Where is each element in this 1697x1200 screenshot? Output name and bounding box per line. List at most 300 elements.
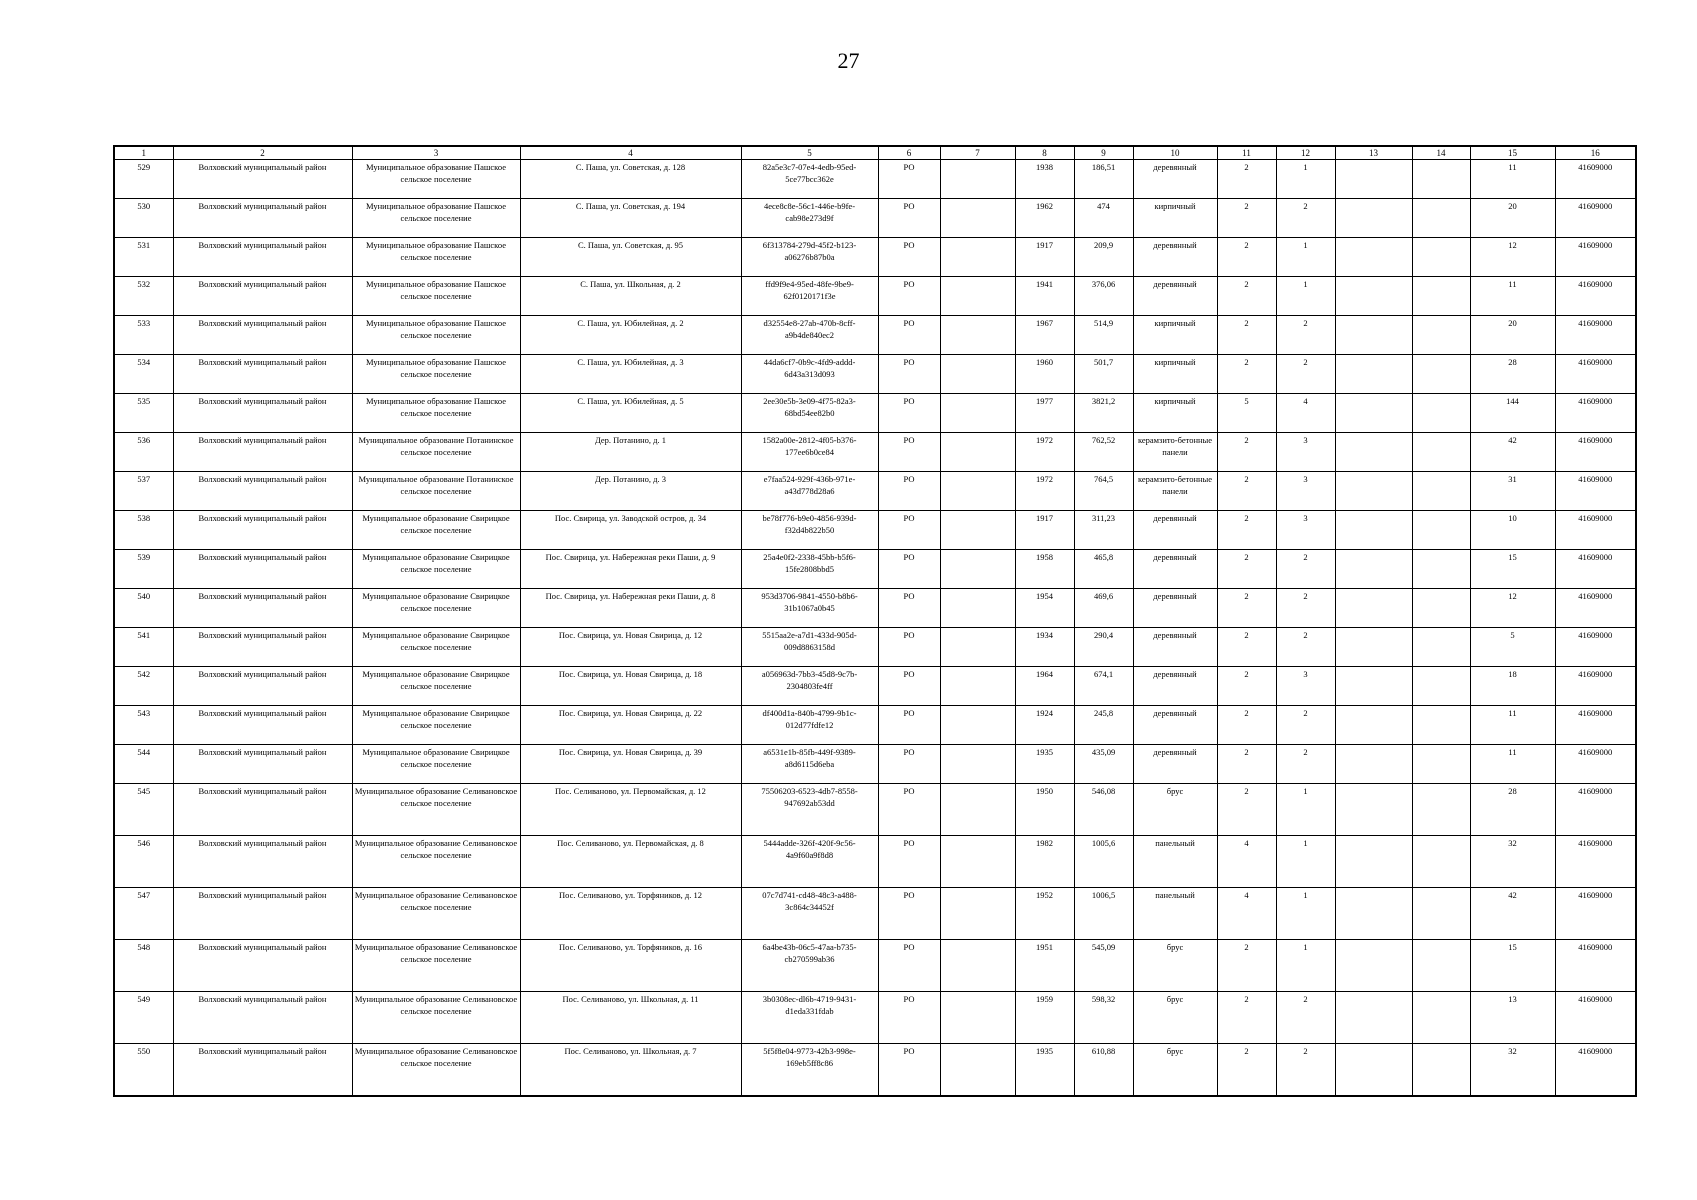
table-cell: 41609000 bbox=[1555, 628, 1636, 667]
table-cell bbox=[940, 316, 1015, 355]
table-cell: 1982 bbox=[1015, 836, 1074, 888]
table-cell bbox=[940, 784, 1015, 836]
table-cell: Муниципальное образование Пашское сельское поселение bbox=[352, 238, 520, 277]
table-cell: 542 bbox=[114, 667, 173, 706]
page-number: 27 bbox=[837, 48, 860, 73]
table-cell: Дер. Потанино, д. 3 bbox=[520, 472, 741, 511]
table-cell: РО bbox=[878, 394, 940, 433]
table-cell: 2 bbox=[1276, 706, 1335, 745]
table-cell: 547 bbox=[114, 888, 173, 940]
table-cell: 41609000 bbox=[1555, 394, 1636, 433]
table-cell: 762,52 bbox=[1074, 433, 1133, 472]
table-cell: 2 bbox=[1217, 784, 1276, 836]
table-cell: 533 bbox=[114, 316, 173, 355]
table-cell: 209,9 bbox=[1074, 238, 1133, 277]
table-cell: 1950 bbox=[1015, 784, 1074, 836]
table-cell: С. Паша, ул. Советская, д. 95 bbox=[520, 238, 741, 277]
table-cell: РО bbox=[878, 706, 940, 745]
table-cell bbox=[940, 745, 1015, 784]
table-cell: 5444adde-326f-420f-9c56-4a9f60a9f8d8 bbox=[741, 836, 878, 888]
table-cell: 311,23 bbox=[1074, 511, 1133, 550]
table-cell bbox=[1412, 888, 1470, 940]
table-cell bbox=[1335, 940, 1412, 992]
table-cell: 2 bbox=[1276, 992, 1335, 1044]
table-cell: панельный bbox=[1133, 836, 1217, 888]
table-cell: С. Паша, ул. Юбилейная, д. 2 bbox=[520, 316, 741, 355]
table-cell: Пос. Свирица, ул. Набережная реки Паши, д. 9 bbox=[520, 550, 741, 589]
table-cell bbox=[940, 433, 1015, 472]
table-cell bbox=[940, 992, 1015, 1044]
table-cell: 2 bbox=[1217, 199, 1276, 238]
column-number-cell: 16 bbox=[1555, 146, 1636, 160]
table-cell: Пос. Селиваново, ул. Первомайская, д. 8 bbox=[520, 836, 741, 888]
table-row bbox=[114, 589, 1636, 628]
table-cell: 1958 bbox=[1015, 550, 1074, 589]
table-cell: РО bbox=[878, 316, 940, 355]
table-cell: ffd9f9e4-95ed-48fe-9be9-62f0120171f3e bbox=[741, 277, 878, 316]
table-cell bbox=[1335, 836, 1412, 888]
table-cell: 2 bbox=[1276, 199, 1335, 238]
table-cell: 1006,5 bbox=[1074, 888, 1133, 940]
table-cell: Пос. Селиваново, ул. Школьная, д. 11 bbox=[520, 992, 741, 1044]
table-cell: 543 bbox=[114, 706, 173, 745]
table-cell bbox=[1412, 316, 1470, 355]
table-cell: РО bbox=[878, 160, 940, 199]
table-cell: d32554e8-27ab-470b-8cff-a9b4de840ec2 bbox=[741, 316, 878, 355]
table-cell bbox=[940, 1044, 1015, 1097]
table-row bbox=[114, 472, 1636, 511]
table-cell: 1952 bbox=[1015, 888, 1074, 940]
table-cell: РО bbox=[878, 511, 940, 550]
table-cell: a056963d-7bb3-45d8-9c7b-2304803fe4ff bbox=[741, 667, 878, 706]
table-cell: 3b0308ec-dl6b-4719-9431-d1eda331fdab bbox=[741, 992, 878, 1044]
table-cell: 2 bbox=[1217, 238, 1276, 277]
table-cell: 186,51 bbox=[1074, 160, 1133, 199]
table-cell: 1 bbox=[1276, 784, 1335, 836]
table-cell: 536 bbox=[114, 433, 173, 472]
table-cell: 1972 bbox=[1015, 433, 1074, 472]
table-cell: 41609000 bbox=[1555, 433, 1636, 472]
table-cell bbox=[1335, 472, 1412, 511]
table-cell bbox=[940, 199, 1015, 238]
table-cell: 2 bbox=[1217, 667, 1276, 706]
table-cell: Волховский муниципальный район bbox=[173, 511, 352, 550]
table-cell: e7faa524-929f-436b-971e-a43d778d28a6 bbox=[741, 472, 878, 511]
table-cell: 41609000 bbox=[1555, 277, 1636, 316]
table-cell: 42 bbox=[1470, 888, 1555, 940]
table-cell bbox=[1412, 160, 1470, 199]
table-cell: деревянный bbox=[1133, 550, 1217, 589]
table-cell: Муниципальное образование Свирицкое сельское поселение bbox=[352, 706, 520, 745]
column-number-cell: 13 bbox=[1335, 146, 1412, 160]
table-cell: 532 bbox=[114, 277, 173, 316]
table-row bbox=[114, 706, 1636, 745]
column-number-cell: 9 bbox=[1074, 146, 1133, 160]
table-cell bbox=[1335, 355, 1412, 394]
table-cell: 501,7 bbox=[1074, 355, 1133, 394]
table-cell: кирпичный bbox=[1133, 394, 1217, 433]
table-cell: 15 bbox=[1470, 550, 1555, 589]
table-cell bbox=[1412, 433, 1470, 472]
table-cell bbox=[940, 511, 1015, 550]
table-cell: деревянный bbox=[1133, 511, 1217, 550]
table-cell: 541 bbox=[114, 628, 173, 667]
table-cell: 376,06 bbox=[1074, 277, 1133, 316]
table-cell: 531 bbox=[114, 238, 173, 277]
table-row bbox=[114, 160, 1636, 199]
table-cell: 1917 bbox=[1015, 511, 1074, 550]
table-cell: 2 bbox=[1276, 589, 1335, 628]
table-cell bbox=[940, 550, 1015, 589]
table-cell: 2 bbox=[1276, 628, 1335, 667]
table-cell: Пос. Селиваново, ул. Торфяников, д. 16 bbox=[520, 940, 741, 992]
table-cell: РО bbox=[878, 355, 940, 394]
table-cell bbox=[940, 277, 1015, 316]
table-cell: 4 bbox=[1217, 836, 1276, 888]
table-cell bbox=[1335, 550, 1412, 589]
table-cell bbox=[1412, 511, 1470, 550]
table-cell: a6531e1b-85fb-449f-9389-a8d6115d6eba bbox=[741, 745, 878, 784]
table-cell: 41609000 bbox=[1555, 745, 1636, 784]
table-cell: 41609000 bbox=[1555, 238, 1636, 277]
table-cell: 18 bbox=[1470, 667, 1555, 706]
table-cell bbox=[1335, 1044, 1412, 1097]
table-cell: 82a5e3c7-07e4-4edb-95ed-5ce77bcc362e bbox=[741, 160, 878, 199]
table-cell bbox=[1412, 628, 1470, 667]
table-cell: 41609000 bbox=[1555, 667, 1636, 706]
table-cell: 2 bbox=[1217, 316, 1276, 355]
table-cell: 07c7d741-cd48-48c3-a488-3c864c34452f bbox=[741, 888, 878, 940]
table-cell: РО bbox=[878, 238, 940, 277]
table-cell: 5 bbox=[1470, 628, 1555, 667]
table-cell: С. Паша, ул. Юбилейная, д. 3 bbox=[520, 355, 741, 394]
table-cell: С. Паша, ул. Школьная, д. 2 bbox=[520, 277, 741, 316]
table-row bbox=[114, 784, 1636, 836]
table-cell bbox=[940, 589, 1015, 628]
table-cell: 20 bbox=[1470, 199, 1555, 238]
table-cell: 545,09 bbox=[1074, 940, 1133, 992]
table-row bbox=[114, 277, 1636, 316]
table-cell: 1964 bbox=[1015, 667, 1074, 706]
table-cell bbox=[940, 472, 1015, 511]
table-cell: 28 bbox=[1470, 355, 1555, 394]
table-cell: 2 bbox=[1217, 940, 1276, 992]
table-cell: 537 bbox=[114, 472, 173, 511]
table-cell: 41609000 bbox=[1555, 199, 1636, 238]
table-cell: 435,09 bbox=[1074, 745, 1133, 784]
table-cell bbox=[1412, 355, 1470, 394]
table-cell: 1960 bbox=[1015, 355, 1074, 394]
table-cell: Волховский муниципальный район bbox=[173, 355, 352, 394]
table-cell bbox=[940, 706, 1015, 745]
table-cell: 538 bbox=[114, 511, 173, 550]
table-cell: 469,6 bbox=[1074, 589, 1133, 628]
table-cell: Волховский муниципальный район bbox=[173, 160, 352, 199]
table-cell bbox=[940, 888, 1015, 940]
table-cell: РО bbox=[878, 784, 940, 836]
table-cell: 41609000 bbox=[1555, 836, 1636, 888]
table-cell: 11 bbox=[1470, 745, 1555, 784]
table-cell bbox=[1335, 589, 1412, 628]
table-cell: РО bbox=[878, 589, 940, 628]
table-cell: Пос. Свирица, ул. Набережная реки Паши, д. 8 bbox=[520, 589, 741, 628]
table-cell bbox=[1412, 706, 1470, 745]
table-cell: РО bbox=[878, 836, 940, 888]
table-cell: 544 bbox=[114, 745, 173, 784]
table-cell: 11 bbox=[1470, 706, 1555, 745]
column-number-cell: 6 bbox=[878, 146, 940, 160]
table-cell: 545 bbox=[114, 784, 173, 836]
table-cell bbox=[1335, 511, 1412, 550]
table-cell: Муниципальное образование Селивановское сельское поселение bbox=[352, 940, 520, 992]
table-cell: керамзито-бетонные панели bbox=[1133, 472, 1217, 511]
table-cell: Муниципальное образование Потанинское сельское поселение bbox=[352, 472, 520, 511]
table-cell: 1 bbox=[1276, 836, 1335, 888]
table-cell: 514,9 bbox=[1074, 316, 1133, 355]
table-cell: Муниципальное образование Селивановское сельское поселение bbox=[352, 836, 520, 888]
table-cell bbox=[1335, 706, 1412, 745]
table-cell: Волховский муниципальный район bbox=[173, 628, 352, 667]
table-cell: Пос. Свирица, ул. Новая Свирица, д. 18 bbox=[520, 667, 741, 706]
column-number-cell: 15 bbox=[1470, 146, 1555, 160]
table-cell bbox=[1412, 784, 1470, 836]
table-cell: 32 bbox=[1470, 1044, 1555, 1097]
table-cell: Муниципальное образование Свирицкое сельское поселение bbox=[352, 550, 520, 589]
table-cell: 2 bbox=[1217, 160, 1276, 199]
table-row bbox=[114, 394, 1636, 433]
table-cell: кирпичный bbox=[1133, 355, 1217, 394]
table-cell: Муниципальное образование Свирицкое сельское поселение bbox=[352, 511, 520, 550]
table-cell: Волховский муниципальный район bbox=[173, 550, 352, 589]
table-cell bbox=[1412, 992, 1470, 1044]
table-cell: деревянный bbox=[1133, 277, 1217, 316]
table-row bbox=[114, 1044, 1636, 1097]
table-cell: Муниципальное образование Пашское сельское поселение bbox=[352, 394, 520, 433]
table-cell: РО bbox=[878, 888, 940, 940]
table-cell: 1582a00e-2812-4f05-b376-177ee6b0ce84 bbox=[741, 433, 878, 472]
table-cell: 41609000 bbox=[1555, 706, 1636, 745]
table-cell: 2 bbox=[1217, 433, 1276, 472]
table-cell: 1938 bbox=[1015, 160, 1074, 199]
table-cell bbox=[1335, 433, 1412, 472]
table-cell: 5f5f8e04-9773-42b3-998e-169eb5ff8c86 bbox=[741, 1044, 878, 1097]
table-cell: РО bbox=[878, 199, 940, 238]
table-cell: 2 bbox=[1217, 589, 1276, 628]
table-cell: Муниципальное образование Пашское сельское поселение bbox=[352, 199, 520, 238]
table-cell: Муниципальное образование Пашское сельское поселение bbox=[352, 316, 520, 355]
table-cell: брус bbox=[1133, 1044, 1217, 1097]
table-cell: Муниципальное образование Селивановское сельское поселение bbox=[352, 888, 520, 940]
table-cell: 2 bbox=[1217, 355, 1276, 394]
table-cell: 1967 bbox=[1015, 316, 1074, 355]
table-cell: брус bbox=[1133, 992, 1217, 1044]
table-cell: 41609000 bbox=[1555, 355, 1636, 394]
table-cell: 535 bbox=[114, 394, 173, 433]
table-cell: Волховский муниципальный район bbox=[173, 888, 352, 940]
table-row bbox=[114, 511, 1636, 550]
table-cell: Волховский муниципальный район bbox=[173, 472, 352, 511]
table-cell: РО bbox=[878, 628, 940, 667]
table-cell: 28 bbox=[1470, 784, 1555, 836]
table-cell bbox=[1412, 550, 1470, 589]
table-cell bbox=[1335, 628, 1412, 667]
table-cell bbox=[1412, 836, 1470, 888]
table-cell: 1935 bbox=[1015, 745, 1074, 784]
column-number-cell: 12 bbox=[1276, 146, 1335, 160]
table-cell: 6a4be43b-06c5-47aa-b735-cb270599ab36 bbox=[741, 940, 878, 992]
table-cell: С. Паша, ул. Юбилейная, д. 5 bbox=[520, 394, 741, 433]
table-cell: деревянный bbox=[1133, 589, 1217, 628]
table-cell: 546,08 bbox=[1074, 784, 1133, 836]
table-cell: брус bbox=[1133, 784, 1217, 836]
table-cell: 41609000 bbox=[1555, 550, 1636, 589]
table-cell bbox=[1412, 472, 1470, 511]
table-cell: 3 bbox=[1276, 667, 1335, 706]
table-cell bbox=[1335, 160, 1412, 199]
table-cell: 1935 bbox=[1015, 1044, 1074, 1097]
table-cell: Волховский муниципальный район bbox=[173, 992, 352, 1044]
table-cell: деревянный bbox=[1133, 706, 1217, 745]
table-cell: Муниципальное образование Пашское сельское поселение bbox=[352, 160, 520, 199]
table-cell: панельный bbox=[1133, 888, 1217, 940]
table-cell: 529 bbox=[114, 160, 173, 199]
table-cell: 41609000 bbox=[1555, 472, 1636, 511]
table-cell bbox=[940, 836, 1015, 888]
table-cell: Волховский муниципальный район bbox=[173, 238, 352, 277]
table-row bbox=[114, 550, 1636, 589]
table-cell bbox=[1335, 394, 1412, 433]
table-cell: Волховский муниципальный район bbox=[173, 940, 352, 992]
table-cell: РО bbox=[878, 667, 940, 706]
table-cell: РО bbox=[878, 550, 940, 589]
table-cell bbox=[1335, 784, 1412, 836]
table-cell: 539 bbox=[114, 550, 173, 589]
table-cell: РО bbox=[878, 992, 940, 1044]
table-cell: Муниципальное образование Свирицкое сельское поселение bbox=[352, 628, 520, 667]
table-cell: Муниципальное образование Селивановское сельское поселение bbox=[352, 784, 520, 836]
table-cell: 3 bbox=[1276, 433, 1335, 472]
table-cell: 1934 bbox=[1015, 628, 1074, 667]
table-cell: Волховский муниципальный район bbox=[173, 1044, 352, 1097]
table-cell: 550 bbox=[114, 1044, 173, 1097]
table-cell: 4 bbox=[1276, 394, 1335, 433]
table-cell: Пос. Свирица, ул. Новая Свирица, д. 12 bbox=[520, 628, 741, 667]
table-cell: 41609000 bbox=[1555, 992, 1636, 1044]
table-cell: РО bbox=[878, 277, 940, 316]
table-cell: деревянный bbox=[1133, 238, 1217, 277]
table-cell: кирпичный bbox=[1133, 199, 1217, 238]
table-cell: 2 bbox=[1217, 472, 1276, 511]
table-cell: Пос. Свирица, ул. Заводской остров, д. 34 bbox=[520, 511, 741, 550]
table-cell: Волховский муниципальный район bbox=[173, 836, 352, 888]
table-cell: 12 bbox=[1470, 238, 1555, 277]
table-cell: 41609000 bbox=[1555, 316, 1636, 355]
table-cell: Волховский муниципальный район bbox=[173, 784, 352, 836]
column-number-cell: 1 bbox=[114, 146, 173, 160]
table-cell: 1005,6 bbox=[1074, 836, 1133, 888]
column-number-cell: 5 bbox=[741, 146, 878, 160]
table-row bbox=[114, 238, 1636, 277]
table-cell: Дер. Потанино, д. 1 bbox=[520, 433, 741, 472]
table-row bbox=[114, 628, 1636, 667]
table-cell: 20 bbox=[1470, 316, 1555, 355]
table-cell: Пос. Селиваново, ул. Торфяников, д. 12 bbox=[520, 888, 741, 940]
table-row bbox=[114, 433, 1636, 472]
table-cell: Волховский муниципальный район bbox=[173, 199, 352, 238]
table-cell: 546 bbox=[114, 836, 173, 888]
table-cell: 2ee30e5b-3e09-4f75-82a3-68bd54ee82b0 bbox=[741, 394, 878, 433]
table-cell: 549 bbox=[114, 992, 173, 1044]
table-cell: 1951 bbox=[1015, 940, 1074, 992]
table-cell: 1924 bbox=[1015, 706, 1074, 745]
table-cell: 1941 bbox=[1015, 277, 1074, 316]
table-cell bbox=[1335, 888, 1412, 940]
table-cell: 5 bbox=[1217, 394, 1276, 433]
table-cell: 41609000 bbox=[1555, 888, 1636, 940]
table-cell: 3 bbox=[1276, 472, 1335, 511]
table-cell: 1 bbox=[1276, 940, 1335, 992]
table-cell: РО bbox=[878, 472, 940, 511]
table-row bbox=[114, 745, 1636, 784]
table-row bbox=[114, 940, 1636, 992]
table-cell bbox=[1335, 238, 1412, 277]
column-number-cell: 14 bbox=[1412, 146, 1470, 160]
table-row bbox=[114, 888, 1636, 940]
table-cell: 1 bbox=[1276, 238, 1335, 277]
column-number-cell: 2 bbox=[173, 146, 352, 160]
table-row bbox=[114, 836, 1636, 888]
table-cell: Волховский муниципальный район bbox=[173, 745, 352, 784]
table-cell: 245,8 bbox=[1074, 706, 1133, 745]
table-cell bbox=[940, 940, 1015, 992]
table-cell: Волховский муниципальный район bbox=[173, 433, 352, 472]
table-cell: 465,8 bbox=[1074, 550, 1133, 589]
table-cell: Пос. Свирица, ул. Новая Свирица, д. 39 bbox=[520, 745, 741, 784]
table-cell: 1917 bbox=[1015, 238, 1074, 277]
table-cell: 3 bbox=[1276, 511, 1335, 550]
table-cell: РО bbox=[878, 1044, 940, 1097]
table-cell: 44da6cf7-0b9c-4fd9-addd-6d43a313d093 bbox=[741, 355, 878, 394]
table-cell: РО bbox=[878, 433, 940, 472]
table-cell: 1 bbox=[1276, 277, 1335, 316]
table-cell bbox=[1335, 992, 1412, 1044]
table-cell bbox=[940, 394, 1015, 433]
table-cell: 41609000 bbox=[1555, 1044, 1636, 1097]
table-cell: 15 bbox=[1470, 940, 1555, 992]
table-cell: деревянный bbox=[1133, 160, 1217, 199]
table-cell: С. Паша, ул. Советская, д. 194 bbox=[520, 199, 741, 238]
table-cell: 2 bbox=[1276, 1044, 1335, 1097]
table-cell: кирпичный bbox=[1133, 316, 1217, 355]
table-cell: деревянный bbox=[1133, 628, 1217, 667]
table-cell: 75506203-6523-4db7-8558-947692ab53dd bbox=[741, 784, 878, 836]
table-cell: 12 bbox=[1470, 589, 1555, 628]
table-cell: Пос. Селиваново, ул. Первомайская, д. 12 bbox=[520, 784, 741, 836]
table-cell: be78f776-b9e0-4856-939d-f32d4b822b50 bbox=[741, 511, 878, 550]
table-cell: 534 bbox=[114, 355, 173, 394]
table-row bbox=[114, 992, 1636, 1044]
table-cell: 290,4 bbox=[1074, 628, 1133, 667]
table-cell bbox=[1412, 199, 1470, 238]
table-cell bbox=[1335, 745, 1412, 784]
table-cell: Муниципальное образование Свирицкое сельское поселение bbox=[352, 745, 520, 784]
table-cell bbox=[940, 238, 1015, 277]
table-cell: 2 bbox=[1217, 745, 1276, 784]
table-cell: 13 bbox=[1470, 992, 1555, 1044]
table-cell: 1977 bbox=[1015, 394, 1074, 433]
table-cell: Муниципальное образование Свирицкое сельское поселение bbox=[352, 589, 520, 628]
table-cell: 1954 bbox=[1015, 589, 1074, 628]
